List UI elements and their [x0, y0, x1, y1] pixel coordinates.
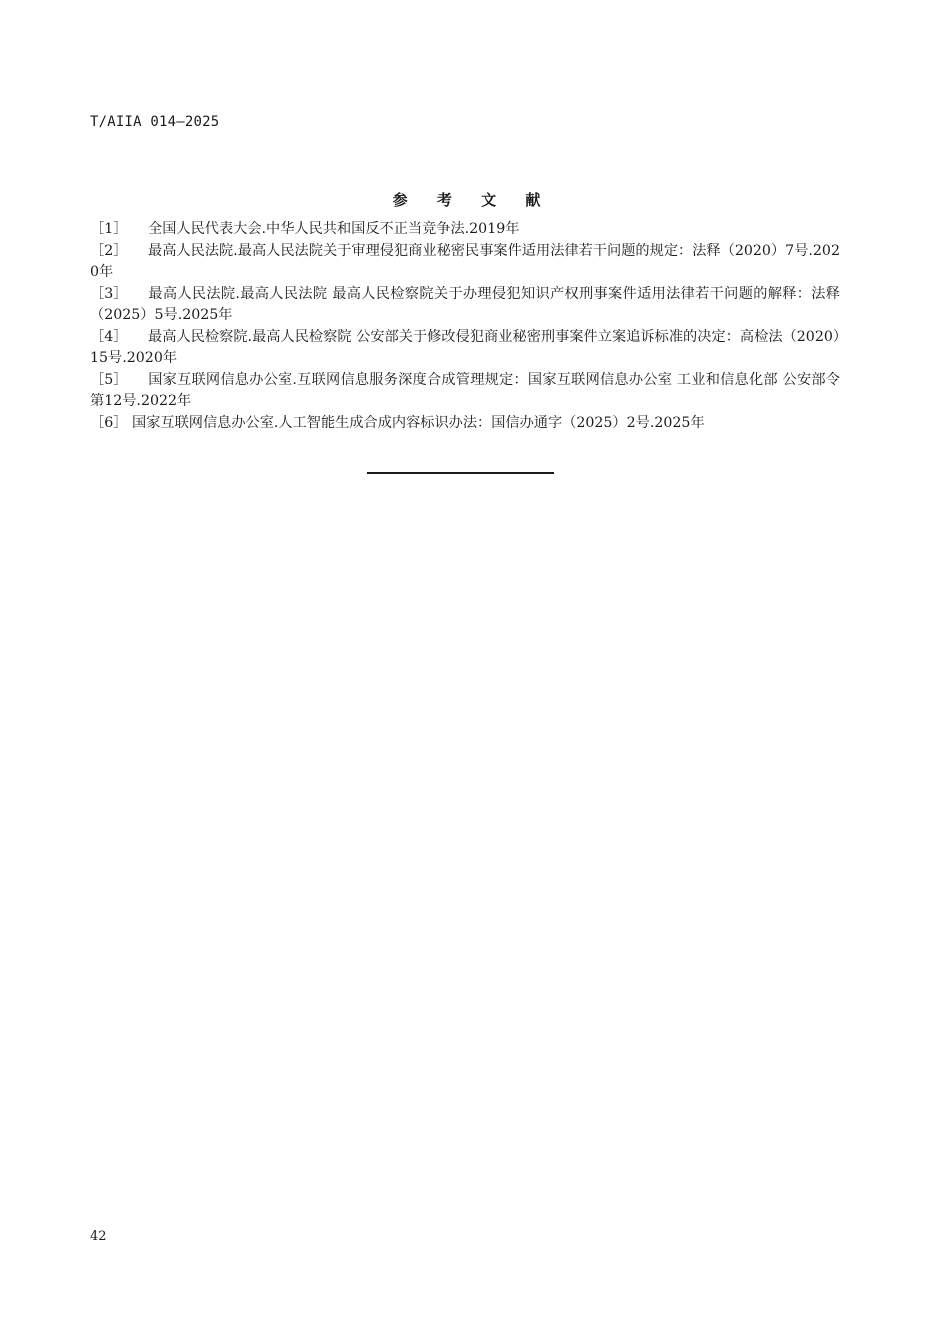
- reference-item: [90, 284, 840, 327]
- document-code: T/AIIA 014—2025: [90, 114, 220, 130]
- reference-label: ［6］: [90, 414, 128, 431]
- reference-label: ［4］: [90, 328, 128, 345]
- reference-text: 国家互联网信息办公室.互联网信息服务深度合成管理规定：国家互联网信息办公室 工业和信息化部 公安部令第12号.2022年: [90, 371, 840, 409]
- reference-text: 最高人民检察院.最高人民检察院 公安部关于修改侵犯商业秘密刑事案件立案追诉标准的决定：高检法（2020）15号.2020年: [90, 328, 840, 366]
- reference-item: [90, 219, 840, 241]
- reference-label: ［1］: [90, 221, 128, 237]
- reference-item: [90, 327, 840, 370]
- reference-label: ［3］: [90, 285, 128, 302]
- reference-label: ［2］: [90, 242, 128, 259]
- reference-item: [90, 241, 840, 284]
- page-number: 42: [90, 1229, 107, 1244]
- reference-text: 全国人民代表大会.中华人民共和国反不正当竞争法.2019年: [148, 221, 520, 237]
- reference-text: 最高人民法院.最高人民法院关于审理侵犯商业秘密民事案件适用法律若干问题的规定：法释（2020）7号.2020年: [90, 242, 840, 280]
- reference-list: [90, 219, 840, 434]
- reference-item: [90, 370, 840, 413]
- reference-item: [90, 413, 840, 435]
- reference-label: ［5］: [90, 371, 128, 388]
- reference-text: 国家互联网信息办公室.人工智能生成合成内容标识办法：国信办通字（2025）2号.2025年: [132, 414, 705, 431]
- reference-text: 最高人民法院.最高人民法院 最高人民检察院关于办理侵犯知识产权刑事案件适用法律若干问题的解释：法释（2025）5号.2025年: [90, 285, 840, 323]
- end-rule: [367, 472, 554, 474]
- section-title: 参 考 文 献: [392, 191, 553, 209]
